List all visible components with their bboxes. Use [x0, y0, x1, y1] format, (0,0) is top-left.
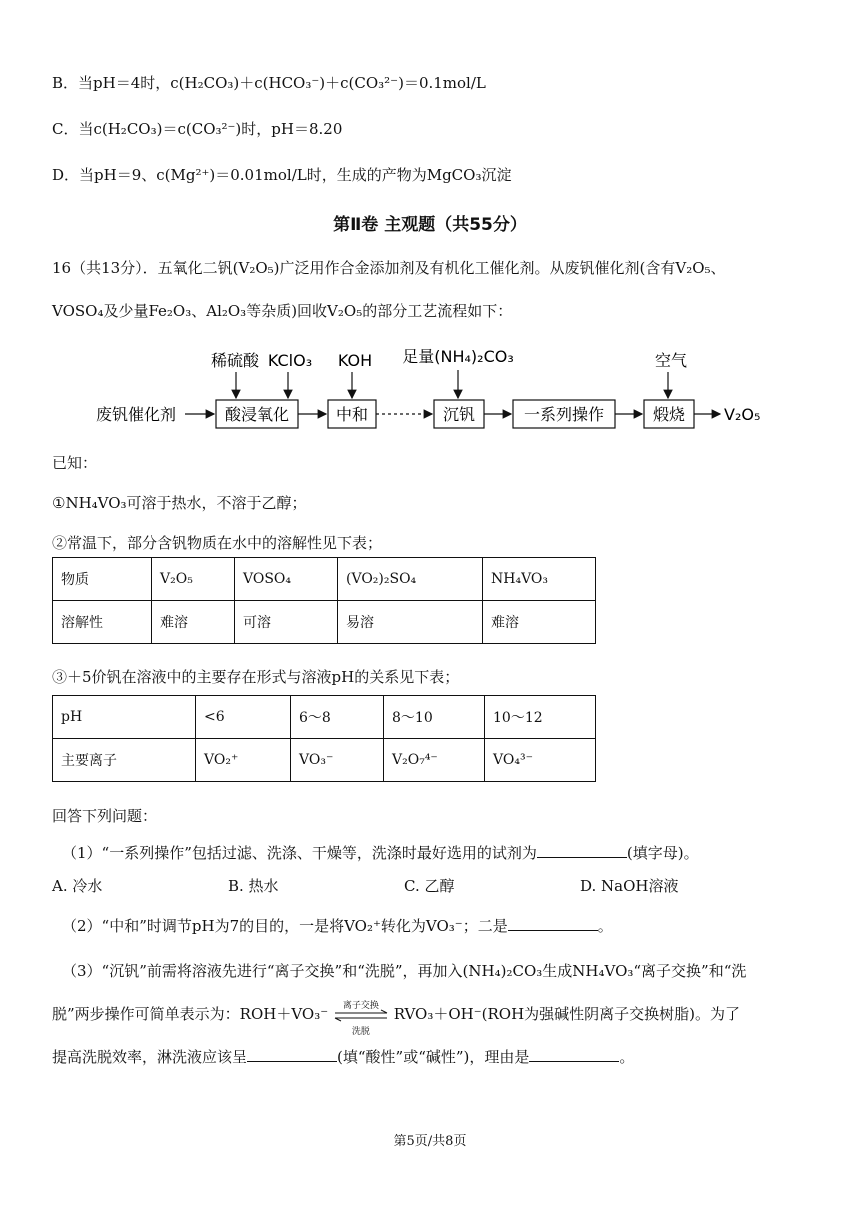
part-1-text: （1）“一系列操作”包括过滤、洗涤、干燥等，洗涤时最好选用的试剂为	[62, 844, 537, 862]
table-row	[53, 558, 596, 601]
box-acid-leach-label: 酸浸氧化	[224, 405, 290, 424]
table-row	[53, 739, 596, 782]
ph-ion-table	[52, 695, 596, 782]
process-flow-diagram	[0, 340, 860, 440]
part-3-equation-right: RVO₃＋OH⁻(ROH为强碱性阴离子交换树脂)。为了	[393, 1005, 741, 1023]
table-cell: pH	[53, 696, 196, 739]
table-cell: 溶解性	[53, 601, 152, 644]
solubility-table	[52, 557, 596, 644]
q16-intro-line1: 16（共13分）．五氧化二钒(V₂O₅)广泛用作合金添加剂及有机化工催化剂。从废钒催化剂(含有V₂O₅、	[52, 259, 726, 277]
box-neutralize-label: 中和	[335, 405, 369, 424]
reagent-dilute-sulfuric: 稀硫酸	[210, 351, 260, 370]
option-c: C．当c(H₂CO₃)＝c(CO₃²⁻)时，pH＝8.20	[52, 120, 343, 138]
reagent-air: 空气	[654, 351, 688, 370]
answer-blank[interactable]	[537, 843, 627, 858]
table-cell: V₂O₅	[152, 558, 235, 601]
answer-label: 回答下列问题：	[52, 807, 158, 825]
part-3-line3	[52, 1046, 634, 1068]
box-calcine-label: 煅烧	[652, 405, 686, 424]
section-title: 第Ⅱ卷 主观题（共55分）	[333, 215, 527, 235]
choice-b: B. 热水	[228, 877, 279, 895]
page-footer: 第5页/共8页	[393, 1134, 467, 1149]
part-1	[62, 842, 699, 864]
table-cell: 可溶	[235, 601, 338, 644]
box-operations-label: 一系列操作	[523, 405, 605, 424]
reagent-koh: KOH	[337, 351, 373, 370]
known-1: ①NH₄VO₃可溶于热水，不溶于乙醇；	[52, 494, 307, 512]
table-cell: 易溶	[338, 601, 483, 644]
table-cell: 主要离子	[53, 739, 196, 782]
table-row	[53, 601, 596, 644]
table-cell: <6	[196, 696, 291, 739]
option-d: D．当pH＝9、c(Mg²⁺)＝0.01mol/L时，生成的产物为MgCO₃沉淀	[52, 166, 512, 184]
part-3-line2	[52, 1001, 741, 1037]
part-2	[62, 915, 613, 937]
table-cell: 6～8	[291, 696, 384, 739]
reagent-nh4-2co3: 足量(NH₄)₂CO₃	[402, 347, 514, 366]
table-cell: VO₂⁺	[196, 739, 291, 782]
box-precipitate-label: 沉钒	[442, 405, 476, 424]
option-b: B．当pH＝4时，c(H₂CO₃)＋c(HCO₃⁻)＋c(CO₃²⁻)＝0.1mol/L	[52, 74, 486, 92]
choice-a: A. 冷水	[52, 877, 103, 895]
answer-blank[interactable]	[508, 916, 598, 931]
answer-blank[interactable]	[529, 1047, 619, 1062]
part-2-text: （2）“中和”时调节pH为7的目的，一是将VO₂⁺转化为VO₃⁻；二是	[62, 917, 508, 935]
table-cell: 10～12	[485, 696, 596, 739]
reagent-kclo3: KClO₃	[267, 351, 313, 370]
part-1-tail: (填字母)。	[626, 844, 699, 862]
table-cell: (VO₂)₂SO₄	[338, 558, 483, 601]
table-cell: 难溶	[483, 601, 596, 644]
part-3-text-a: 提高洗脱效率，淋洗液应该呈	[52, 1048, 248, 1066]
choice-c: C. 乙醇	[404, 877, 455, 895]
part-2-tail: 。	[597, 917, 613, 935]
known-label: 已知：	[52, 454, 98, 472]
part-3-equation-left: 脱”两步操作可简单表示为：ROH＋VO₃⁻	[52, 1005, 329, 1023]
equilibrium-arrow	[333, 1001, 389, 1037]
known-3: ③＋5价钒在溶液中的主要存在形式与溶液pH的关系见下表；	[52, 668, 460, 686]
answer-blank[interactable]	[247, 1047, 337, 1062]
table-cell: 8～10	[384, 696, 485, 739]
arrow-bottom-label: 洗脱	[351, 1027, 370, 1037]
flow-start-label: 废钒催化剂	[96, 405, 177, 424]
table-cell: 物质	[53, 558, 152, 601]
table-row	[53, 696, 596, 739]
arrow-top-label: 离子交换	[342, 1001, 379, 1011]
part-3-line1: （3）“沉钒”前需将溶液先进行“离子交换”和“洗脱”，再加入(NH₄)₂CO₃生成NH₄VO₃“离子交换”和“洗	[62, 962, 747, 980]
table-cell: V₂O₇⁴⁻	[384, 739, 485, 782]
choice-d: D. NaOH溶液	[580, 877, 679, 895]
flow-end-label: V₂O₅	[724, 405, 761, 424]
part-3-text-c: 。	[619, 1048, 635, 1066]
table-cell: VO₃⁻	[291, 739, 384, 782]
part-1-options	[52, 875, 772, 897]
table-cell: 难溶	[152, 601, 235, 644]
known-2: ②常温下，部分含钒物质在水中的溶解性见下表；	[52, 534, 383, 552]
part-3-text-b: (填“酸性”或“碱性”)，理由是	[337, 1048, 530, 1066]
table-cell: VOSO₄	[235, 558, 338, 601]
flow-svg	[0, 340, 860, 440]
table-cell: NH₄VO₃	[483, 558, 596, 601]
q16-intro-line2: VOSO₄及少量Fe₂O₃、Al₂O₃等杂质)回收V₂O₅的部分工艺流程如下：	[52, 302, 513, 320]
table-cell: VO₄³⁻	[485, 739, 596, 782]
